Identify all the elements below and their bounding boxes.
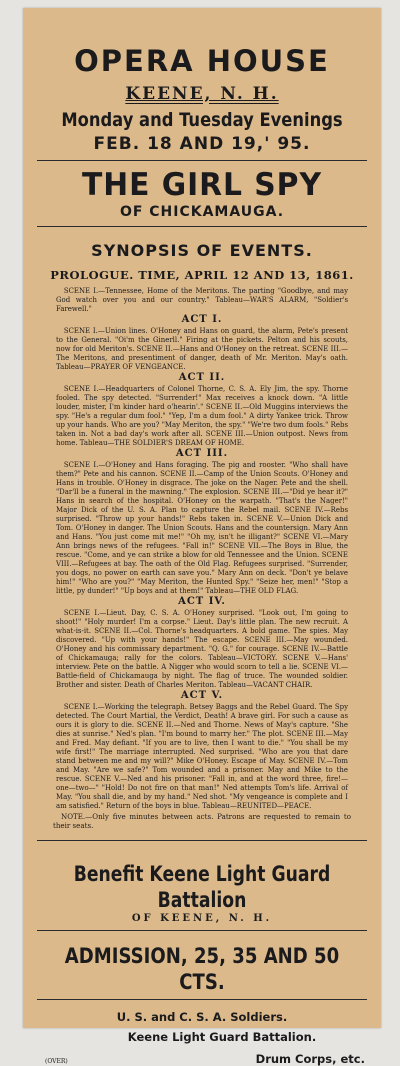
performance-days: Monday and Tuesday Evenings	[61, 109, 343, 131]
act-heading: ACT III.	[175, 448, 229, 459]
synopsis-heading: SYNOPSIS OF EVENTS.	[91, 241, 313, 260]
performance-date: FEB. 18 AND 19,' 95.	[93, 134, 311, 154]
divider	[37, 930, 367, 931]
divider	[37, 840, 367, 841]
act-heading: ACT II.	[178, 372, 226, 383]
play-title: THE GIRL SPY	[82, 167, 322, 203]
town-heading: KEENE, N. H.	[125, 84, 279, 104]
prologue-heading: PROLOGUE. TIME, APRIL 12 AND 13, 1861.	[50, 268, 354, 282]
footer-row	[45, 1052, 365, 1066]
note-text: NOTE.—Only five minutes between acts. Patrons are requested to remain to their seats.	[53, 812, 351, 830]
act-heading: ACT V.	[180, 690, 224, 701]
benefit-town: OF KEENE, N. H.	[131, 913, 273, 924]
act-text: SCENE I.—Working the telegraph. Betsey Baggs and the Rebel Guard. The Spy detected. The Court Martial, the Verdict, Death! A brave girl. For such a cause as ours it is glory to die. SCENE II.—Ned and Thorne. News of May's capture. "She dies at sunrise." Ned's plan. "I'm bound to marry her." The plot. SCENE III.—May and Fred. May defiant. "If you are to live, then I want to die." "You shall be my wife first!" The marriage interrupted. Ned surprised. "Who are you that dare stand between me and my will?" Mike O'Honey. Escape of May. SCENE IV.—Tom and May. "Are we safe?" Tom wounded and a prisoner. May and Mike to the rescue. SCENE V.—Ned and his prisoner. "Fall in, and at the word three, fire!—one—two—" "Hold! Do not fire on that man!" Ned attempts Tom's life. Arrival of May. "You shall die, and by my hand." Ned shot. "My vengeance is complete and I am satisfied." Return of the boys in blue. Tableau—REUNITED—PEACE.	[55, 702, 349, 810]
act-text: SCENE I.—Lieut. Day, C. S. A. O'Honey surprised. "Look out, I'm going to shoot!" "Holy murder! I'm a corpse." Lieut. Day's little plan. The new recruit. A what-is-it. SCENE II.—Col. Thorne's headquarters. A bold game. The spies. May discovered. "Up with your hands!" The escape. SCENE III.—May wounded. O'Honey and his commissary department. "Q. G." for courage. SCENE IV.—Battle of Chickamauga; rally for the colors. Tableau—VICTORY. SCENE V.—Hans' interview. Pete on the battle. A Nigger who would scorn to tell a lie. SCENE VI.—Battle-field of Chickamauga by night. The flag of truce. The wounded soldier. Brother and sister. Death of Charles Meriton. Tableau—VACANT CHAIR.	[55, 608, 349, 689]
act-text: SCENE I.—O'Honey and Hans foraging. The pig and rooster. "Who shall have them?" Pete and his cannon. SCENE II.—Camp of the Union Scouts. O'Honey and Hans in trouble. O'Honey in disgrace. The joke on the Nager. Pete and the shell. "Dar'll be a funeral in the mawning." The explosion. SCENE III.—"Did ye hear it?" Hans in search of the hospital. O'Honey on the warpath. "That's the Nager!" Major Dick of the U. S. A. Plan to capture the Rebel mail. SCENE IV.—Rebs surprised. "Throw up your hands!" Rebs taken in. SCENE V.—Union Dick and Tom. O'Honey in danger. The Union Scouts. Hans and the countersign. Mary Ann and Hans. "You just come mit me!" "Oh my, isn't he illigant?" SCENE VI.—Mary Ann brings news of the refugees. "Fall in!" SCENE VII.—The Boys in Blue, the rescue. "Come, and ye can strike a blow for old Tennessee and the Union. SCENE VIII.—Refugees at bay. The oath of the Old Flag. Refugees surprised. "Surrender, you dogs, no power on earth can save you." Mary Ann on deck. "Don't ye belave him!" "Who are you?" "May Meriton, the Hunted Spy." "Seize her, men!" "Stop a little, py dunder!" "Up boys and at them!" Tableau—THE OLD FLAG.	[55, 460, 349, 595]
divider	[37, 999, 367, 1000]
admission-prices: ADMISSION, 25, 35 AND 50 CTS.	[64, 944, 340, 994]
venue-heading: OPERA HOUSE	[74, 44, 330, 78]
act-text: SCENE I.—Headquarters of Colonel Thorne, C. S. A. Ely Jim, the spy. Thorne fooled. The spy detected. "Surrender!" Max receives a knock down. "A little louder, mister, I'm kinder hard o'hearin'." SCENE II.—Old Muggins interviews the spy. "He's a regular dum fool." "Yep, I'm a dum fool." A dirty Yankee trick. Throw up your hands. Who are you? "May Meriton, the spy." "We're two dum fools." Rebs taken in. Not a bad day's work after all. SCENE III.—Union outpost. News from home. Tableau—THE SOLDIER'S DREAM OF HOME.	[55, 384, 349, 447]
act-heading: ACT I.	[181, 314, 223, 325]
play-subtitle: OF CHICKAMAUGA.	[119, 204, 285, 220]
benefit-heading: Benefit Keene Light Guard Battalion	[73, 862, 331, 912]
playbill	[23, 8, 381, 1066]
act-heading: ACT IV.	[178, 596, 226, 607]
drum-corps-line: Drum Corps, etc.	[255, 1052, 365, 1066]
prologue-text: SCENE I.—Tennessee, Home of the Meritons. The parting "Goodbye, and may God watch over you and our country." Tableau—WAR'S ALARM, "Soldier's Farewell."	[55, 286, 349, 313]
guard-line: Keene Light Guard Battalion.	[127, 1030, 317, 1044]
act-text: SCENE I.—Union lines. O'Honey and Hans on guard, the alarm, Pete's present to the General. "Oi'm the Ginerll." Firing at the pickets. Pelton and his scouts, now for old Meriton's. SCENE II.—Hans and O'Honey on the retreat. SCENE III.—The Meritons, and presentiment of danger, death of Mr. Meriton. May's oath. Tableau—PRAYER OF VENGEANCE.	[55, 326, 349, 371]
over-label: (OVER)	[45, 1058, 68, 1065]
soldiers-line: U. S. and C. S. A. Soldiers.	[116, 1010, 288, 1024]
divider	[37, 226, 367, 227]
divider	[37, 160, 367, 161]
